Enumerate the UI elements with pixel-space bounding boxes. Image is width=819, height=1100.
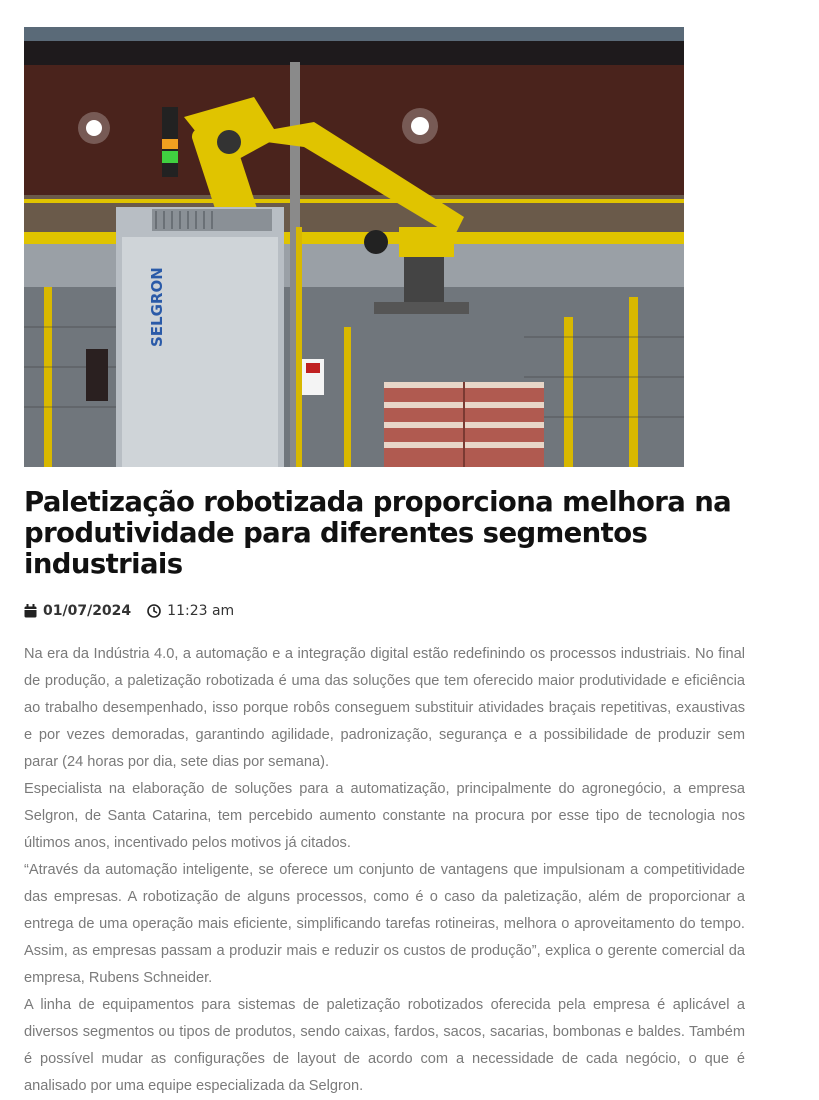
article-paragraph: “Através da automação inteligente, se oferece um conjunto de vantagens que impulsionam a competitividade das empresas. A robotização de alguns processos, como é o caso da paletização, além de proporcionar a entrega de uma operação mais eficiente, simplificando tarefas rotineiras, melhora o aproveitamento do tempo. Assim, as empresas passam a produzir mais e reduzir os custos de produção”, explica o gerente comercial da empresa, Rubens Schneider. <box>24 862 745 986</box>
article-title: Paletização robotizada proporciona melhora na produtividade para diferentes segmentos industriais <box>24 486 732 580</box>
article-paragraph: Especialista na elaboração de soluções para a automatização, principalmente do agronegócio, a empresa Selgron, de Santa Catarina, tem percebido aumento constante na procura por esse tipo de tecnologia nos últimos anos, incentivado pelos motivos já citados. <box>24 781 745 851</box>
publish-time <box>147 603 234 619</box>
clock-icon <box>147 604 161 618</box>
article-paragraph: A linha de equipamentos para sistemas de paletização robotizados oferecida pela empresa é aplicável a diversos segmentos ou tipos de produtos, sendo caixas, fardos, sacos, sacarias, bombonas e baldes. Também é possível mudar as configurações de layout de acordo com a necessidade de cada negócio, o que é analisado por uma equipe especializada da Selgron. <box>24 997 745 1094</box>
hero-image <box>24 27 684 467</box>
hero-brand-label: SELGRON <box>148 267 166 347</box>
article-meta <box>24 601 745 621</box>
article-paragraph: Na era da Indústria 4.0, a automação e a integração digital estão redefinindo os processos industriais. No final de produção, a paletização robotizada é uma das soluções que tem oferecido maior produtividade e eficiência ao trabalho desempenhado, isso porque robôs conseguem substituir atividades braçais repetitivas, exaustivas e por vezes demoradas, garantindo agilidade, padronização, segurança e a possibilidade de produzir sem parar (24 horas por dia, sete dias por semana). <box>24 646 745 770</box>
publish-date-value: 01/07/2024 <box>43 603 132 619</box>
palletizing-robot-image <box>24 27 684 467</box>
publish-date <box>24 603 131 619</box>
publish-time-value: 11:23 am <box>167 603 235 619</box>
article <box>24 27 745 1100</box>
calendar-icon <box>24 604 37 618</box>
article-body <box>24 641 745 1100</box>
